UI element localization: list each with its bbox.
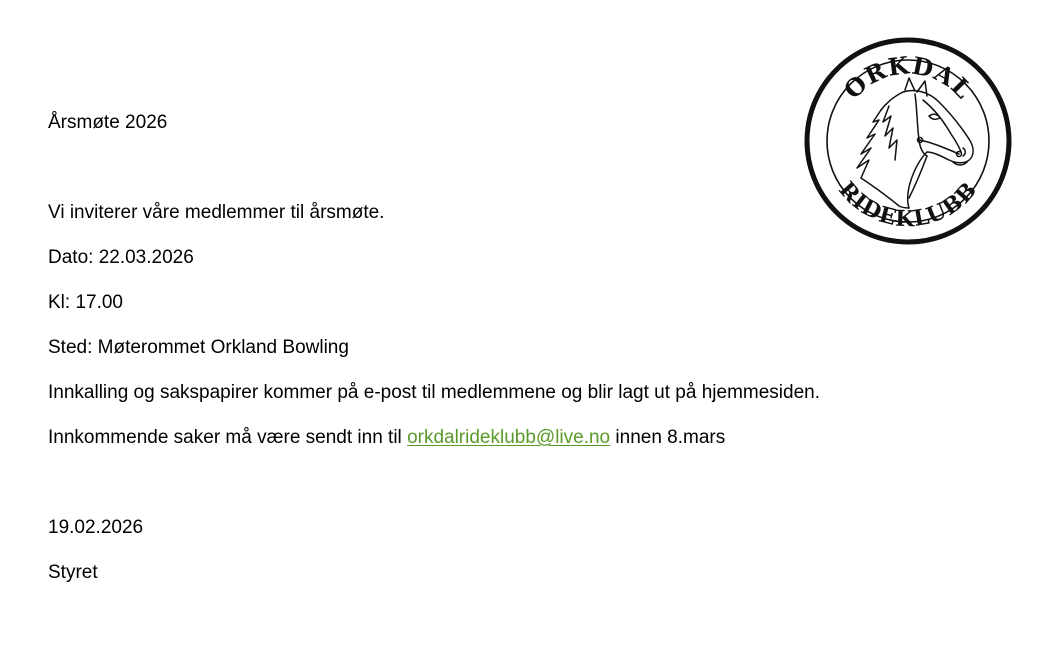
logo-top-text: ORKDAL bbox=[837, 50, 979, 105]
meeting-time: Kl: 17.00 bbox=[48, 292, 123, 313]
document-title: Årsmøte 2026 bbox=[48, 112, 168, 133]
notice-text: Innkalling og sakspapirer kommer på e-post til medlemmene og blir lagt ut på hjemmesiden. bbox=[48, 382, 820, 403]
cases-suffix: innen 8.mars bbox=[610, 427, 726, 448]
signed-date: 19.02.2026 bbox=[48, 517, 144, 538]
club-logo bbox=[803, 36, 1013, 246]
meeting-place: Sted: Møterommet Orkland Bowling bbox=[48, 337, 349, 358]
cases-deadline-text bbox=[48, 426, 725, 450]
invite-text: Vi inviterer våre medlemmer til årsmøte. bbox=[48, 202, 385, 223]
signature: Styret bbox=[48, 562, 98, 583]
email-link[interactable]: orkdalrideklubb@live.no bbox=[407, 427, 611, 448]
cases-prefix: Innkommende saker må være sendt inn til bbox=[48, 427, 408, 448]
meeting-date: Dato: 22.03.2026 bbox=[48, 247, 194, 268]
logo-bottom-text: RIDEKLUBB bbox=[833, 176, 983, 233]
